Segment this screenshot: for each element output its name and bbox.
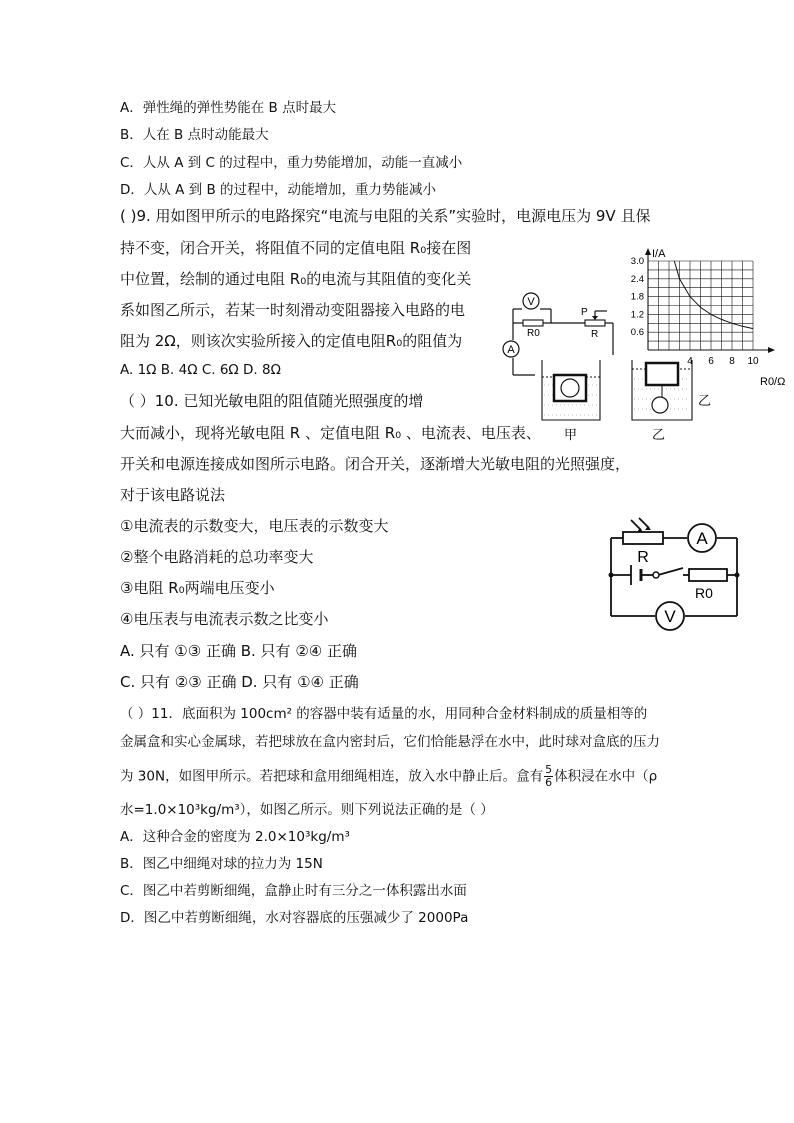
slider-p-label: P — [581, 307, 588, 318]
q10-line-4: 对于该电路说法 — [120, 486, 226, 504]
x-tick-label: 8 — [729, 356, 735, 367]
ball-in-box-icon — [561, 379, 579, 397]
r0-resistor-icon — [523, 320, 543, 326]
current-curve — [674, 261, 753, 329]
q10-options-row-1: A. 只有 ①③ 正确 B. 只有 ②④ 正确 — [120, 642, 357, 660]
ammeter-label: A — [696, 529, 708, 548]
q10-item-4: ④电压表与电流表示数之比变小 — [120, 610, 329, 628]
q8-option-a: A．弹性绳的弹性势能在 B 点时最大 — [120, 100, 337, 116]
q8-option-b: B．人在 B 点时动能最大 — [120, 127, 269, 143]
r0-label: R0 — [695, 585, 713, 601]
q11-line-3 — [120, 764, 657, 789]
rheostat-label: R — [591, 329, 599, 340]
q9-line-5: 阻为 2Ω，则该次实验所接入的定值电阻R₀的阻值为 — [120, 332, 463, 350]
q10-line-3: 开关和电源连接成如图所示电路。闭合开关，逐渐增大光敏电阻的光照强度， — [120, 455, 631, 473]
q10-line-2: 大而减小，现将光敏电阻 R 、定值电阻 R₀ 、电流表、电压表、 — [120, 424, 541, 442]
x-tick-label: 4 — [687, 356, 693, 367]
y-tick-label: 1.8 — [630, 291, 644, 303]
y-tick-label: 2.4 — [630, 273, 644, 285]
rheostat-icon — [585, 320, 605, 326]
fraction-five-sixths: $\frac{5}{6}$ — [545, 763, 553, 789]
q10-line-1: （ ）10. 已知光敏电阻的阻值随光照强度的增 — [120, 392, 424, 410]
q11-line-1: （ ）11．底面积为 100cm² 的容器中装有适量的水，用同种合金材料制成的质量相等的 — [120, 706, 648, 722]
voltmeter-label: V — [527, 296, 535, 308]
graph-fig-label: 乙 — [698, 393, 712, 408]
q11-line-4: 水=1.0×10³kg/m³），如图乙所示。则下列说法正确的是（ ） — [120, 802, 494, 818]
q10-item-2: ②整个电路消耗的总功率变大 — [120, 548, 314, 566]
r0-label: R0 — [527, 328, 540, 339]
voltmeter-label: V — [664, 607, 676, 626]
q9-tank-figures — [540, 355, 700, 445]
tank-right-label: 乙 — [652, 427, 666, 442]
q11-option-b: B．图乙中细绳对球的拉力为 15N — [120, 856, 323, 872]
q8-option-c: C．人从 A 到 C 的过程中，重力势能增加，动能一直减小 — [120, 155, 463, 171]
q10-circuit-diagram — [603, 508, 753, 636]
q11-option-a: A．这种合金的密度为 2.0×10³kg/m³ — [120, 829, 350, 845]
y-axis-label: I/A — [652, 248, 666, 260]
q9-line-3: 中位置，绘制的通过电阻 R₀的电流与其阻值的变化关 — [120, 270, 472, 288]
q11-option-c: C．图乙中若剪断细绳，盒静止时有三分之一体积露出水面 — [120, 883, 467, 899]
q11-option-d: D．图乙中若剪断细绳，水对容器底的压强减少了 2000Pa — [120, 910, 469, 926]
ammeter-label: A — [507, 344, 515, 356]
q8-option-d: D．人从 A 到 B 的过程中，动能增加，重力势能减小 — [120, 182, 437, 198]
x-tick-label: 6 — [708, 356, 714, 367]
hanging-ball-icon — [652, 397, 668, 413]
q11-line-3-text: 为 30N，如图甲所示。若把球和盒用细绳相连，放入水中静止后。盒有 — [120, 768, 544, 785]
q9-options: A. 1Ω B. 4Ω C. 6Ω D. 8Ω — [120, 362, 281, 378]
r0-resistor-icon — [689, 569, 727, 581]
floating-box-icon — [646, 363, 678, 385]
x-axis-label: R0/Ω — [760, 376, 786, 388]
x-tick-label: 10 — [747, 356, 759, 367]
q10-item-3: ③电阻 R₀两端电压变小 — [120, 579, 275, 597]
q11-line-2: 金属盒和实心金属球，若把球放在盒内密封后，它们恰能悬浮在水中，此时球对盒底的压力 — [120, 734, 660, 750]
q9-line-4: 系如图乙所示，若某一时刻滑动变阻器接入电路的电 — [120, 301, 466, 319]
q11-line-3-tail: 体积浸在水中（ρ — [554, 768, 658, 785]
tank-left-label: 甲 — [564, 427, 578, 442]
q10-item-1: ①电流表的示数变大，电压表的示数变大 — [120, 517, 389, 535]
q9-line-1: ( )9. 用如图甲所示的电路探究“电流与电阻的关系”实验时，电源电压为 9V 且保 — [120, 207, 651, 225]
y-tick-label: 1.2 — [630, 309, 644, 321]
y-tick-label: 0.6 — [630, 327, 644, 339]
y-tick-label: 3.0 — [630, 256, 644, 267]
photoresistor-label: R — [637, 549, 649, 566]
switch-icon — [653, 572, 659, 578]
q10-options-row-2: C. 只有 ②③ 正确 D. 只有 ①④ 正确 — [120, 673, 359, 691]
q9-line-2: 持不变，闭合开关，将阻值不同的定值电阻 R₀接在图 — [120, 239, 472, 257]
photoresistor-icon — [623, 532, 663, 544]
